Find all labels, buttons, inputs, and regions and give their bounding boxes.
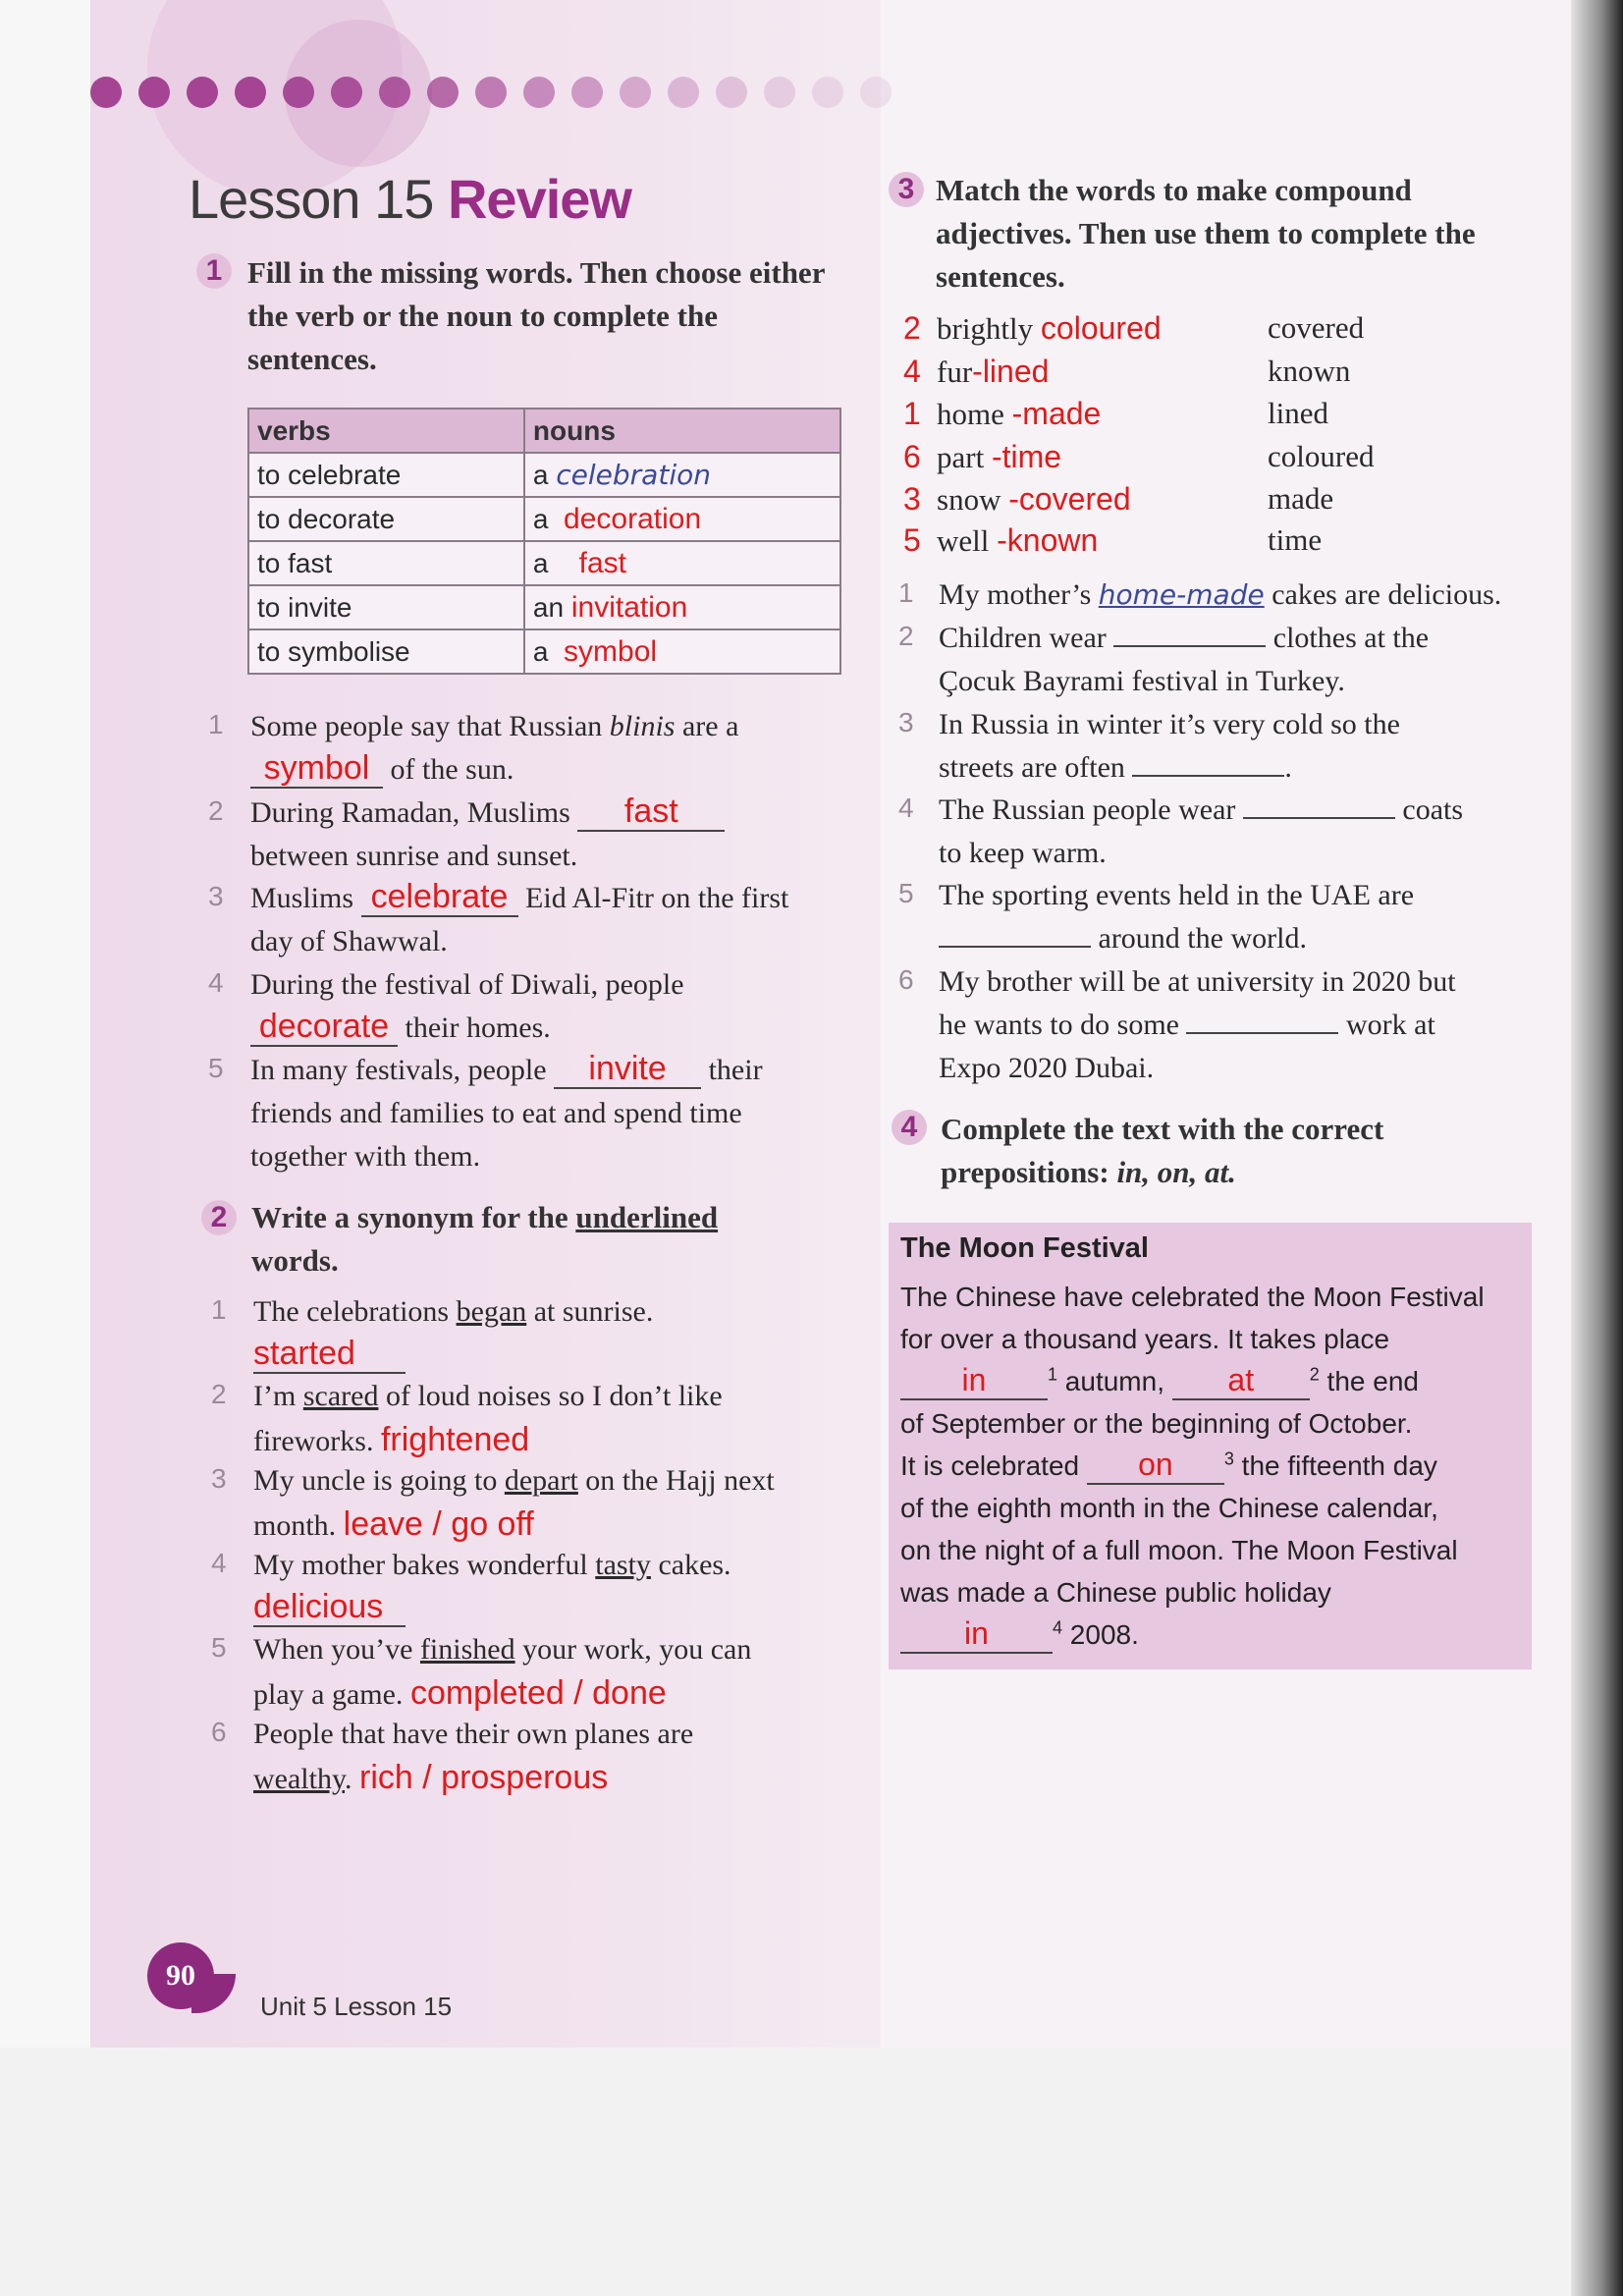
item-number: 5 bbox=[898, 878, 914, 908]
answer-text: -time bbox=[991, 439, 1062, 474]
match-row: 5 well -known bbox=[903, 522, 1099, 558]
item-number: 1 bbox=[898, 577, 914, 608]
exercise-3-sentence-2: Children wear clothes at the Çocuk Bayrami festival in Turkey. bbox=[939, 622, 1430, 697]
exercise-3-number: 3 bbox=[889, 172, 924, 207]
match-option: coloured bbox=[1268, 439, 1375, 473]
answer-text: coloured bbox=[1040, 310, 1162, 346]
answer-text: at bbox=[1227, 1362, 1255, 1397]
exercise-1-sentence-4: During the festival of Diwali, people decorate their homes. bbox=[250, 968, 684, 1045]
answer-text: -known bbox=[997, 522, 1099, 558]
answer-text: rich / prosperous bbox=[359, 1759, 609, 1796]
answer-text: symbol bbox=[263, 749, 370, 787]
answer-text: fast bbox=[578, 546, 626, 579]
match-row: 1 home -made bbox=[903, 396, 1102, 431]
moon-festival-text-box bbox=[889, 1223, 1532, 1669]
match-option: time bbox=[1268, 522, 1323, 557]
exercise-2-instruction: Write a synonym for the underlined words. bbox=[251, 1200, 719, 1278]
exercise-3-sentence-3: In Russia in winter it’s very cold so the streets are often . bbox=[939, 708, 1400, 784]
table-row bbox=[248, 629, 840, 674]
item-number: 1 bbox=[211, 1294, 227, 1325]
answer-text: in bbox=[961, 1362, 987, 1397]
exercise-2-item-1: The celebrations began at sunrise. started bbox=[253, 1295, 654, 1372]
handwritten-answer: home-made bbox=[1098, 578, 1265, 611]
exercise-3-sentence-1: My mother’s home-made cakes are delicious. bbox=[939, 578, 1502, 611]
answer-text: invitation bbox=[570, 590, 688, 624]
item-number: 6 bbox=[898, 964, 914, 995]
verb-cell: to invite bbox=[248, 585, 524, 629]
box-title: The Moon Festival bbox=[900, 1232, 1149, 1264]
page-left-edge bbox=[0, 0, 91, 2048]
item-number: 1 bbox=[208, 709, 224, 739]
item-number: 3 bbox=[211, 1463, 227, 1494]
exercise-1-number: 1 bbox=[196, 253, 232, 289]
item-number: 2 bbox=[898, 621, 914, 651]
page-bottom-margin bbox=[0, 2048, 1571, 2296]
page-title: Lesson 15 Review bbox=[189, 168, 631, 230]
table-header-nouns: nouns bbox=[524, 409, 840, 453]
item-number: 2 bbox=[208, 795, 224, 826]
item-number: 4 bbox=[898, 793, 914, 823]
answer-text: frightened bbox=[380, 1421, 530, 1458]
book-spine-shadow bbox=[1571, 0, 1623, 2296]
answer-text: in bbox=[964, 1615, 989, 1651]
answer-text: -lined bbox=[972, 354, 1050, 389]
noun-cell: a symbol bbox=[524, 629, 840, 674]
decorative-dots bbox=[90, 77, 892, 106]
answer-text: decoration bbox=[564, 502, 702, 535]
answer-text: invite bbox=[588, 1050, 667, 1087]
item-number: 5 bbox=[211, 1632, 227, 1663]
noun-cell: an invitation bbox=[524, 585, 840, 629]
answer-text: started bbox=[253, 1335, 355, 1372]
table-row bbox=[248, 585, 840, 629]
item-number: 3 bbox=[898, 707, 914, 738]
answer-text: -made bbox=[1011, 396, 1102, 431]
item-number: 5 bbox=[208, 1053, 224, 1083]
exercise-1-sentence-1: Some people say that Russian blinis are a symbol of the sun. bbox=[250, 710, 739, 787]
answer-text: leave / go off bbox=[343, 1505, 534, 1543]
noun-cell: a decoration bbox=[524, 497, 840, 541]
match-option: covered bbox=[1268, 310, 1365, 345]
match-row: 3 snow -covered bbox=[903, 481, 1131, 517]
match-row: 4 fur-lined bbox=[903, 354, 1050, 389]
match-row: 2 brightly coloured bbox=[903, 310, 1162, 346]
exercise-3-sentence-4: The Russian people wear coats to keep warm. bbox=[939, 793, 1464, 869]
match-row: 6 part -time bbox=[903, 439, 1062, 474]
exercise-1-instruction: Fill in the missing words. Then choose either the verb or the noun to complete the sentences. bbox=[247, 255, 825, 376]
exercise-1-sentence-2: During Ramadan, Muslims fast between sunrise and sunset. bbox=[250, 792, 839, 878]
item-number: 4 bbox=[208, 967, 224, 998]
exercise-2-number: 2 bbox=[201, 1200, 237, 1235]
table-row bbox=[248, 541, 840, 585]
match-option: lined bbox=[1268, 396, 1328, 430]
item-number: 3 bbox=[208, 881, 224, 911]
exercise-4-instruction: Complete the text with the correct prepositions: in, on, at. bbox=[941, 1112, 1384, 1189]
noun-cell: a fast bbox=[524, 541, 840, 585]
exercise-3-sentence-6: My brother will be at university in 2020 but he wants to do some work at Expo 2020 Dubai. bbox=[939, 965, 1456, 1084]
handwritten-answer: celebration bbox=[556, 459, 711, 491]
exercise-2-item-3: My uncle is going to depart on the Hajj next month. leave / go off bbox=[253, 1464, 775, 1543]
item-number: 6 bbox=[211, 1717, 227, 1747]
footer-unit-label: Unit 5 Lesson 15 bbox=[260, 1992, 453, 2021]
exercise-3-sentence-5: The sporting events held in the UAE are around the world. bbox=[939, 879, 1415, 955]
box-text: The Chinese have celebrated the Moon Festival for over a thousand years. It takes place in $^1$ autumn, at $^2$ the end of September or the beginning of October. It is celebrated on $^3$ the fifteenth day of the eighth month in the Chinese calendar, on the night of a full moon. The Moon Festival was made a Chinese public holiday in $^4$ 2008. bbox=[900, 1276, 1524, 1656]
item-number: 2 bbox=[211, 1379, 227, 1409]
exercise-2-item-6: People that have their own planes are wealthy. rich / prosperous bbox=[253, 1718, 694, 1796]
exercise-1-sentence-5: In many festivals, people invite their friends and families to eat and spend time together with them. bbox=[250, 1050, 763, 1173]
table-row bbox=[248, 453, 840, 497]
exercise-2-item-2: I’m scared of loud noises so I don’t like fireworks. frightened bbox=[253, 1380, 723, 1458]
answer-text: decorate bbox=[258, 1008, 390, 1045]
verbs-nouns-table bbox=[247, 408, 841, 675]
answer-text: completed / done bbox=[409, 1674, 667, 1712]
exercise-1-sentence-3: Muslims celebrate Eid Al-Fitr on the first day of Shawwal. bbox=[250, 878, 789, 957]
exercise-4-number: 4 bbox=[892, 1110, 927, 1145]
exercise-2-item-5: When you’ve finished your work, you can play a game. completed / done bbox=[253, 1633, 752, 1712]
verb-cell: to fast bbox=[248, 541, 524, 585]
answer-text: fast bbox=[623, 793, 678, 830]
answer-text: symbol bbox=[564, 634, 658, 668]
verb-cell: to symbolise bbox=[248, 629, 524, 674]
exercise-3-instruction: Match the words to make compound adjectives. Then use them to complete the sentences. bbox=[936, 173, 1476, 294]
answer-text: celebrate bbox=[370, 878, 509, 915]
table-header-verbs: verbs bbox=[248, 409, 524, 453]
exercise-2-item-4: My mother bakes wonderful tasty cakes. delicious bbox=[253, 1549, 731, 1625]
answer-text: delicious bbox=[253, 1588, 384, 1625]
item-number: 4 bbox=[211, 1548, 227, 1578]
answer-text: -covered bbox=[1008, 481, 1131, 517]
match-option: made bbox=[1268, 481, 1334, 516]
verb-cell: to celebrate bbox=[248, 453, 524, 497]
match-option: known bbox=[1268, 354, 1351, 388]
answer-text: on bbox=[1138, 1447, 1173, 1482]
page-number: 90 bbox=[147, 1942, 214, 2009]
noun-cell: a celebration bbox=[524, 453, 840, 497]
table-row bbox=[248, 497, 840, 541]
verb-cell: to decorate bbox=[248, 497, 524, 541]
